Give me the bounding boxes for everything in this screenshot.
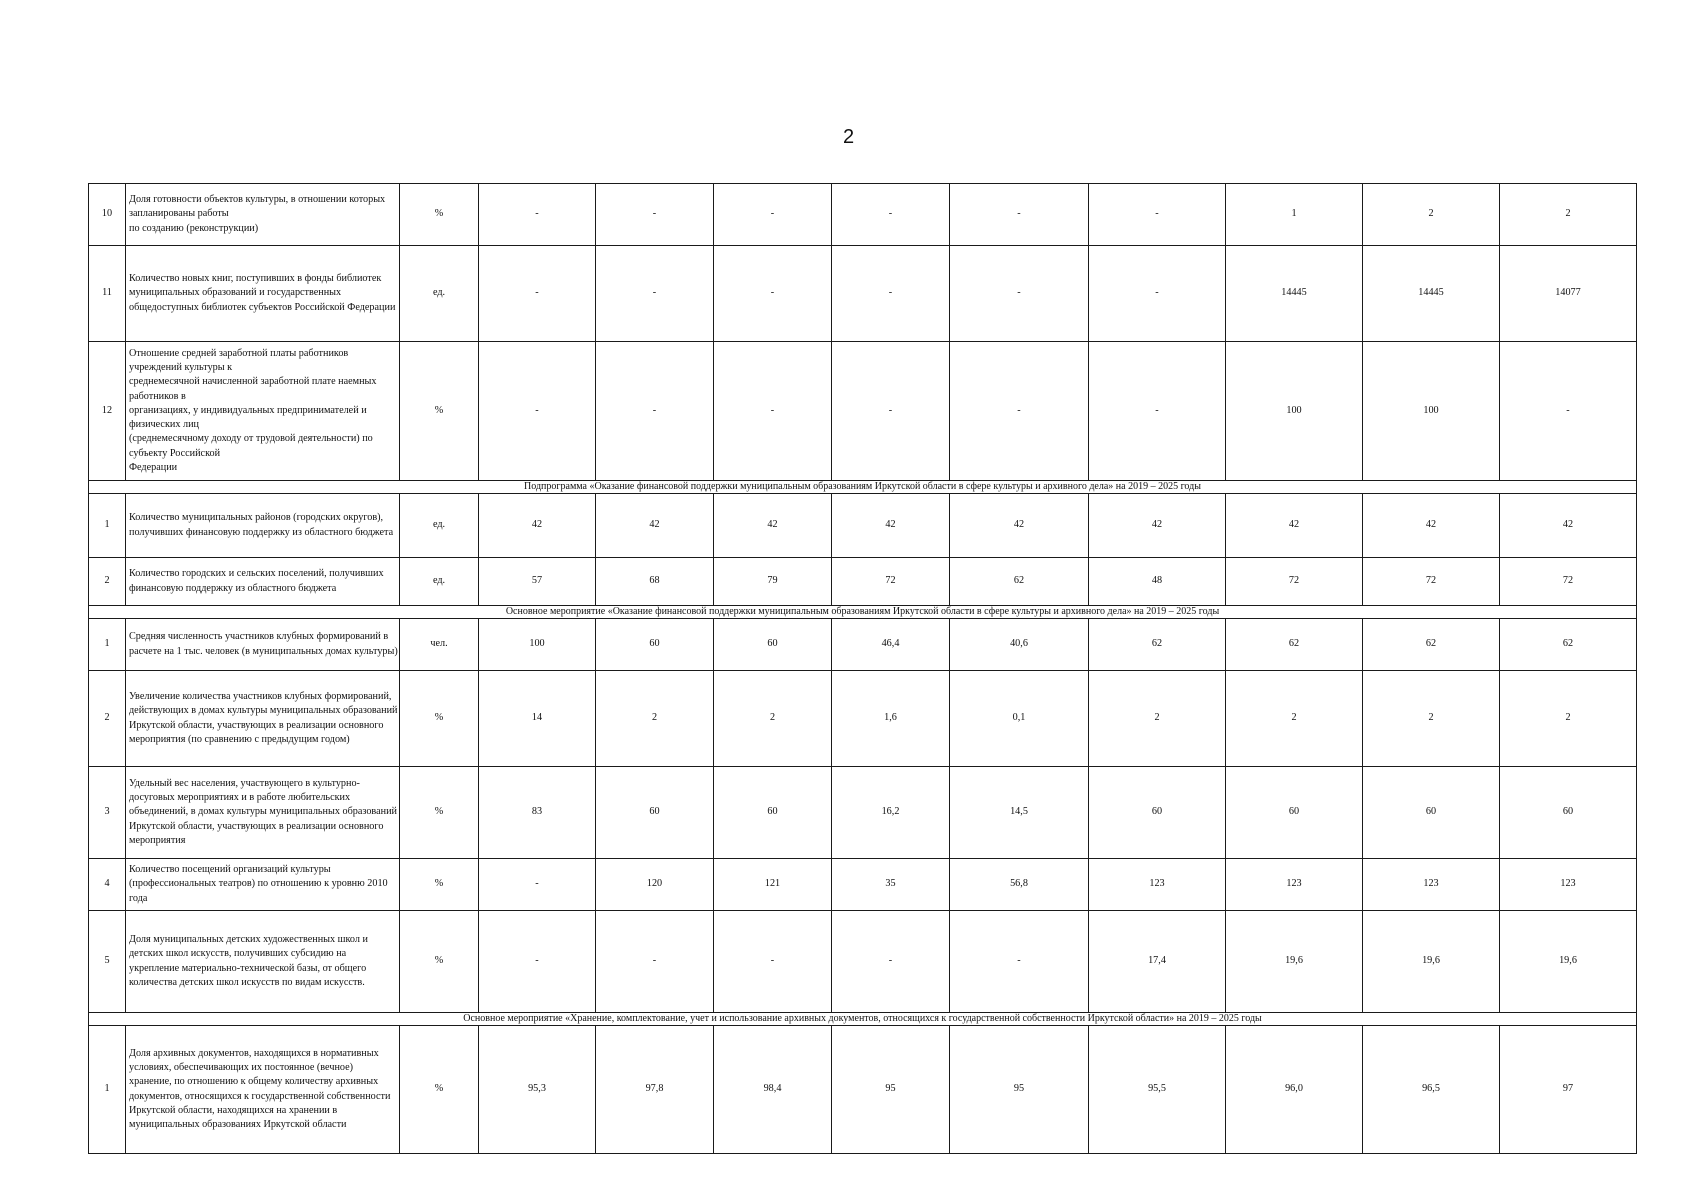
value-cell: 60 xyxy=(1500,767,1637,859)
value-cell: 95,3 xyxy=(479,1026,596,1154)
indicator-name: Средняя численность участников клубных формирований в расчете на 1 тыс. человек (в муниципальных домах культуры) xyxy=(126,619,400,671)
value-cell: - xyxy=(714,911,832,1013)
value-cell: 2 xyxy=(1089,671,1226,767)
indicators-table xyxy=(88,183,1637,1154)
row-number: 10 xyxy=(89,184,126,246)
value-cell: 14077 xyxy=(1500,246,1637,342)
value-cell: 72 xyxy=(1363,558,1500,606)
table-row xyxy=(89,246,1637,342)
value-cell: - xyxy=(479,911,596,1013)
value-cell: - xyxy=(950,246,1089,342)
indicators-table-body xyxy=(89,184,1637,1154)
value-cell: 98,4 xyxy=(714,1026,832,1154)
unit-cell: % xyxy=(400,859,479,911)
table-row xyxy=(89,184,1637,246)
row-number: 1 xyxy=(89,494,126,558)
unit-cell: % xyxy=(400,671,479,767)
row-number: 1 xyxy=(89,1026,126,1154)
table-row xyxy=(89,619,1637,671)
value-cell: 97,8 xyxy=(596,1026,714,1154)
indicator-name: Количество посещений организаций культуры (профессиональных театров) по отношению к уровню 2010 года xyxy=(126,859,400,911)
value-cell: 95,5 xyxy=(1089,1026,1226,1154)
value-cell: 2 xyxy=(714,671,832,767)
table-row xyxy=(89,558,1637,606)
value-cell: - xyxy=(1089,184,1226,246)
value-cell: 60 xyxy=(596,619,714,671)
value-cell: 2 xyxy=(1500,671,1637,767)
row-number: 11 xyxy=(89,246,126,342)
table-row xyxy=(89,342,1637,481)
unit-cell: % xyxy=(400,342,479,481)
unit-cell: ед. xyxy=(400,494,479,558)
value-cell: 42 xyxy=(714,494,832,558)
row-number: 1 xyxy=(89,619,126,671)
value-cell: 35 xyxy=(832,859,950,911)
value-cell: 123 xyxy=(1226,859,1363,911)
value-cell: 42 xyxy=(1226,494,1363,558)
value-cell: - xyxy=(714,246,832,342)
value-cell: 62 xyxy=(950,558,1089,606)
value-cell: 60 xyxy=(1226,767,1363,859)
value-cell: 68 xyxy=(596,558,714,606)
row-number: 2 xyxy=(89,558,126,606)
value-cell: - xyxy=(950,184,1089,246)
value-cell: 60 xyxy=(596,767,714,859)
value-cell: 79 xyxy=(714,558,832,606)
value-cell: 46,4 xyxy=(832,619,950,671)
value-cell: 96,0 xyxy=(1226,1026,1363,1154)
unit-cell: чел. xyxy=(400,619,479,671)
value-cell: - xyxy=(479,342,596,481)
section-title: Основное мероприятие «Хранение, комплектование, учет и использование архивных документов, относящихся к государственной собственности Иркутской области» на 2019 – 2025 годы xyxy=(89,1013,1637,1026)
value-cell: - xyxy=(714,342,832,481)
value-cell: 121 xyxy=(714,859,832,911)
value-cell: 100 xyxy=(1226,342,1363,481)
value-cell: 56,8 xyxy=(950,859,1089,911)
value-cell: 16,2 xyxy=(832,767,950,859)
value-cell: 1,6 xyxy=(832,671,950,767)
indicator-name: Доля архивных документов, находящихся в нормативных условиях, обеспечивающих их постоянное (вечное) хранение, по отношению к общему количеству архивных документов, относящихся к государственной собственности Иркутской области, находящихся на хранении в муниципальных образованиях Иркутской области xyxy=(126,1026,400,1154)
value-cell: - xyxy=(950,911,1089,1013)
value-cell: 0,1 xyxy=(950,671,1089,767)
value-cell: - xyxy=(1089,246,1226,342)
value-cell: 100 xyxy=(479,619,596,671)
indicator-name: Количество муниципальных районов (городских округов), получивших финансовую поддержку из областного бюджета xyxy=(126,494,400,558)
value-cell: 14 xyxy=(479,671,596,767)
value-cell: - xyxy=(1500,342,1637,481)
value-cell: 14445 xyxy=(1226,246,1363,342)
value-cell: 42 xyxy=(596,494,714,558)
table-row xyxy=(89,767,1637,859)
unit-cell: ед. xyxy=(400,246,479,342)
unit-cell: % xyxy=(400,911,479,1013)
value-cell: - xyxy=(714,184,832,246)
row-number: 5 xyxy=(89,911,126,1013)
value-cell: - xyxy=(479,859,596,911)
value-cell: 123 xyxy=(1089,859,1226,911)
value-cell: 60 xyxy=(714,767,832,859)
indicator-name: Увеличение количества участников клубных формирований, действующих в домах культуры муниципальных образований Иркутской области, участвующих в реализации основного мероприятия (по сравнению с предыдущим годом) xyxy=(126,671,400,767)
section-row xyxy=(89,1013,1637,1026)
value-cell: 95 xyxy=(832,1026,950,1154)
value-cell: - xyxy=(832,184,950,246)
value-cell: 123 xyxy=(1363,859,1500,911)
value-cell: 14445 xyxy=(1363,246,1500,342)
value-cell: 2 xyxy=(1363,184,1500,246)
table-row xyxy=(89,1026,1637,1154)
value-cell: - xyxy=(1089,342,1226,481)
indicator-name: Количество новых книг, поступивших в фонды библиотек муниципальных образований и государственных общедоступных библиотек субъектов Российской Федерации xyxy=(126,246,400,342)
row-number: 12 xyxy=(89,342,126,481)
indicator-name: Количество городских и сельских поселений, получивших финансовую поддержку из областного бюджета xyxy=(126,558,400,606)
value-cell: 42 xyxy=(479,494,596,558)
row-number: 4 xyxy=(89,859,126,911)
value-cell: 14,5 xyxy=(950,767,1089,859)
unit-cell: % xyxy=(400,767,479,859)
value-cell: 1 xyxy=(1226,184,1363,246)
value-cell: 40,6 xyxy=(950,619,1089,671)
value-cell: - xyxy=(479,184,596,246)
value-cell: 19,6 xyxy=(1363,911,1500,1013)
value-cell: 2 xyxy=(1226,671,1363,767)
value-cell: - xyxy=(832,342,950,481)
value-cell: 83 xyxy=(479,767,596,859)
table-row xyxy=(89,494,1637,558)
value-cell: 42 xyxy=(832,494,950,558)
value-cell: 42 xyxy=(1089,494,1226,558)
value-cell: - xyxy=(596,246,714,342)
value-cell: - xyxy=(479,246,596,342)
section-row xyxy=(89,481,1637,494)
value-cell: 100 xyxy=(1363,342,1500,481)
unit-cell: % xyxy=(400,1026,479,1154)
value-cell: 62 xyxy=(1500,619,1637,671)
table-row xyxy=(89,671,1637,767)
value-cell: 17,4 xyxy=(1089,911,1226,1013)
section-title: Подпрограмма «Оказание финансовой поддержки муниципальным образованиям Иркутской области в сфере культуры и архивного дела» на 2019 – 2025 годы xyxy=(89,481,1637,494)
unit-cell: % xyxy=(400,184,479,246)
value-cell: 95 xyxy=(950,1026,1089,1154)
value-cell: 72 xyxy=(1226,558,1363,606)
value-cell: 60 xyxy=(714,619,832,671)
value-cell: 62 xyxy=(1226,619,1363,671)
indicator-name: Отношение средней заработной платы работников учреждений культуры к среднемесячной начисленной заработной плате наемных работников в организациях, у индивидуальных предпринимателей и физических лиц (среднемесячному доходу от трудовой деятельности) по субъекту Российской Федерации xyxy=(126,342,400,481)
page-number: 2 xyxy=(842,126,855,148)
value-cell: 2 xyxy=(596,671,714,767)
value-cell: 72 xyxy=(1500,558,1637,606)
value-cell: 19,6 xyxy=(1226,911,1363,1013)
value-cell: 57 xyxy=(479,558,596,606)
value-cell: - xyxy=(596,184,714,246)
table-row xyxy=(89,911,1637,1013)
row-number: 3 xyxy=(89,767,126,859)
table-row xyxy=(89,859,1637,911)
row-number: 2 xyxy=(89,671,126,767)
value-cell: 42 xyxy=(950,494,1089,558)
value-cell: 19,6 xyxy=(1500,911,1637,1013)
value-cell: 2 xyxy=(1363,671,1500,767)
value-cell: - xyxy=(596,911,714,1013)
value-cell: 2 xyxy=(1500,184,1637,246)
value-cell: - xyxy=(832,911,950,1013)
value-cell: 42 xyxy=(1500,494,1637,558)
value-cell: 48 xyxy=(1089,558,1226,606)
value-cell: 123 xyxy=(1500,859,1637,911)
value-cell: 97 xyxy=(1500,1026,1637,1154)
value-cell: 62 xyxy=(1363,619,1500,671)
value-cell: - xyxy=(832,246,950,342)
unit-cell: ед. xyxy=(400,558,479,606)
value-cell: 42 xyxy=(1363,494,1500,558)
value-cell: 62 xyxy=(1089,619,1226,671)
indicator-name: Доля муниципальных детских художественных школ и детских школ искусств, получивших субсидию на укрепление материально-технической базы, от общего количества детских школ искусств по видам искусств. xyxy=(126,911,400,1013)
value-cell: 72 xyxy=(832,558,950,606)
indicator-name: Удельный вес населения, участвующего в культурно-досуговых мероприятиях и в работе любительских объединений, в домах культуры муниципальных образований Иркутской области, участвующих в реализации основного мероприятия xyxy=(126,767,400,859)
section-row xyxy=(89,606,1637,619)
indicator-name: Доля готовности объектов культуры, в отношении которых запланированы работы по созданию (реконструкции) xyxy=(126,184,400,246)
value-cell: 96,5 xyxy=(1363,1026,1500,1154)
value-cell: 60 xyxy=(1363,767,1500,859)
section-title: Основное мероприятие «Оказание финансовой поддержки муниципальным образованиям Иркутской области в сфере культуры и архивного дела» на 2019 – 2025 годы xyxy=(89,606,1637,619)
value-cell: - xyxy=(596,342,714,481)
value-cell: 120 xyxy=(596,859,714,911)
value-cell: - xyxy=(950,342,1089,481)
value-cell: 60 xyxy=(1089,767,1226,859)
